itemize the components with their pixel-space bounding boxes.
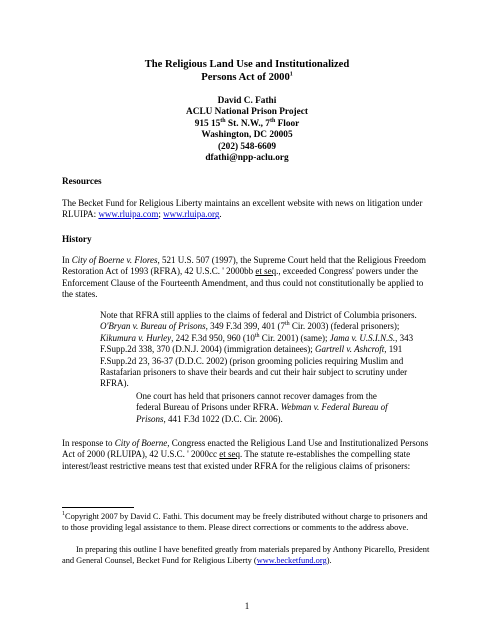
author-name: David C. Fathi (217, 96, 277, 106)
footnote-acknowledgement: In preparing this outline I have benefited greatly from materials prepared by Anthony Picarello, President and General Counsel, Becket Fund for Religious Liberty (www.becketfund.org). (62, 545, 430, 565)
damages-note: One court has held that prisoners cannot recover damages from the federal Bureau of Prisons under RFRA. Webman v. Federal Bureau of Prisons, 441 F.3d 1022 (D.C. Cir. 2006). (136, 391, 388, 424)
rluipa-com-link[interactable]: www.rluipa.com (98, 209, 159, 220)
author-city: Washington, DC 20005 (201, 130, 293, 141)
footnote-ref: 1 (289, 71, 293, 78)
resources-paragraph: The Becket Fund for Religious Liberty maintains an excellent website with news on litigation under RLUIPA: www.rluipa.com; www.rluipa.org. (62, 198, 423, 220)
history-paragraph-2: In response to City of Boerne, Congress enacted the Religious Land Use and Institutionalized Persons Act of 2000 (RLUIPA), 42 U.S.C. ' 2000cc et seq. The statute re-establishes the compelling state interest/least restrictive means test that existed under RFRA for the religious claims of prisoners: (62, 438, 429, 471)
rluipa-org-link[interactable]: www.rluipa.org (163, 209, 220, 220)
becketfund-link[interactable]: www.becketfund.org (256, 555, 327, 565)
title-line-1: The Religious Land Use and Institutionalized (144, 59, 350, 70)
document-title (0, 58, 494, 84)
rfra-federal-note: Note that RFRA still applies to the claims of federal and District of Columbia prisoners. O'Bryan v. Bureau of Prisons, 349 F.3d 399, 401 (7th Cir. 2003) (federal prisoners); Kikumura v. Hurley, 242 F.3d 950, 960 (10th Cir. 2001) (same); Jama v. U.S.I.N.S., 343 F.Supp.2d 338, 370 (D.N.J. 2004) (immigration detainees); Gartrell v. Ashcroft, 191 F.Supp.2d 23, 36-37 (D.D.C. 2002) (prison grooming policies requiring Muslim and Rastafarian prisoners to shave their beards and cut their hair subject to scrutiny under RFRA). (100, 310, 417, 389)
page-number: 1 (244, 601, 250, 611)
author-org: ACLU National Prison Project (186, 107, 308, 118)
title-line-2: Persons Act of 2000$^1$ (201, 71, 293, 83)
author-block (0, 96, 494, 164)
footnote-copyright: $^1$Copyright 2007 by David C. Fathi. This document may be freely distributed without charge to prisoners and to those providing legal assistance to them. Please direct corrections or comments to the address above. (62, 511, 428, 532)
author-street: 915 15th St. N.W., 7th Floor (194, 117, 300, 129)
author-email: dfathi@npp-aclu.org (205, 153, 289, 164)
history-paragraph-1: In City of Boerne v. Flores, 521 U.S. 507 (1997), the Supreme Court held that the Religious Freedom Restoration Act of 1993 (RFRA), 42 U.S.C. ' 2000bb et seq., exceeded Congress' powers under the Enforcement Clause of the Fourteenth Amendment, and thus could not constitutionally be applied to the states. (62, 255, 426, 300)
history-heading: History (62, 234, 92, 244)
resources-heading: Resources (62, 176, 102, 186)
footnote-divider (62, 507, 134, 508)
author-phone: (202) 548-6609 (217, 141, 277, 152)
